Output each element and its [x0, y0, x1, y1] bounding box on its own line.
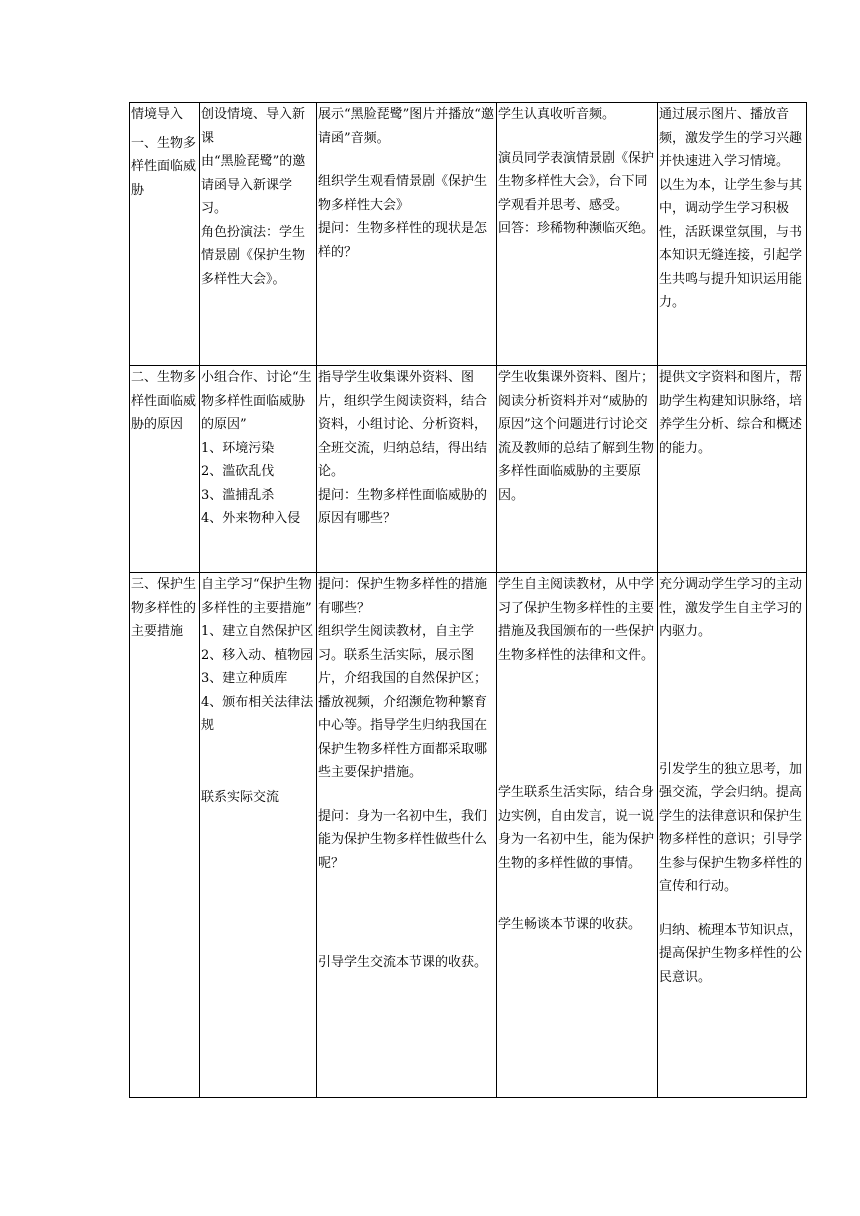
content-text: 2、滥砍乱伐 — [201, 464, 275, 479]
intent-text: 以生为本，让学生参与其中，调动学生学习积极性，活跃课堂氛围，与书本知识无缝连接，引起学生共鸣与提升知识运用能力。 — [659, 177, 803, 310]
teacher-text: 提问：身为一名初中生，我们能为保护生物多样性做些什么呢？ — [318, 808, 488, 871]
content-text: 小组合作、讨论“生物多样性面临威胁的原因” — [201, 370, 312, 432]
intent-text: 提供文字资料和图片，帮助学生构建知识脉络，培养学生分析、综合和概述的能力。 — [659, 370, 803, 456]
teacher-text: 提问：生物多样性的现状是怎样的？ — [318, 221, 488, 260]
teacher-text: 提问：保护生物多样性的措施有哪些？ — [318, 577, 488, 616]
intent-text: 归纳、梳理本节知识点，提高保护生物多样性的公民意识。 — [659, 922, 803, 985]
intent-text: 引发学生的独立思考，加强交流，学会归纳。提高学生的法律意识和保护生物多样性的意识；引导学生参与保护生物多样性的宣传和行动。 — [659, 761, 803, 894]
content-text: 3、滥捕乱杀 — [201, 487, 275, 503]
student-text: 回答：珍稀物种濒临灭绝。 — [498, 221, 655, 236]
content-text: 由“黑脸琵鹭”的邀请函导入新课学习。 — [201, 154, 306, 216]
stage-text: 一、生物多样性面临威胁 — [131, 135, 197, 198]
student-text: 演员同学表演情景剧《保护生物多样性大会》，台下同学观看并思考、感受。 — [498, 150, 655, 213]
content-text: 4、外来物种入侵 — [201, 511, 301, 526]
table-row — [130, 366, 807, 573]
student-text: 学生联系生活实际，结合身边实例，自由发言，说一说身为一名初中生，能为保护生物的多样性做的事情。 — [498, 785, 655, 871]
content-text: 3、建立种质库 — [201, 671, 288, 686]
intent-cell — [658, 573, 807, 1098]
lesson-plan-table — [129, 102, 807, 1098]
teacher-text: 组织学生观看情景剧《保护生物多样性大会》 — [318, 174, 488, 213]
stage-text: 情境导入 — [131, 107, 184, 122]
stage-cell — [130, 573, 200, 1098]
student-cell — [497, 573, 658, 1098]
teacher-text: 提问：生物多样性面临威胁的原因有哪些？ — [318, 487, 488, 526]
stage-cell — [130, 366, 200, 573]
content-text: 角色扮演法：学生情景剧《保护生物多样性大会》。 — [201, 224, 306, 287]
content-text: 自主学习“保护生物多样性的主要措施” — [201, 577, 312, 616]
student-cell — [497, 366, 658, 573]
stage-cell — [130, 103, 200, 366]
student-text: 学生认真收听音频。 — [498, 107, 616, 122]
student-text: 学生畅谈本节课的收获。 — [498, 917, 642, 932]
teacher-cell — [317, 103, 497, 366]
teacher-cell — [317, 573, 497, 1098]
stage-text: 三、保护生物多样性的主要措施 — [131, 577, 197, 639]
content-text: 2、移入动、植物园 — [201, 647, 314, 663]
table-row — [130, 573, 807, 1098]
intent-text: 充分调动学生学习的主动性，激发学生自主学习的内驱力。 — [659, 577, 803, 639]
content-cell — [200, 366, 317, 573]
content-text: 创设情境、导入新课 — [201, 107, 306, 146]
student-text: 学生收集课外资料、图片；阅读分析资料并对“威胁的原因”这个问题进行讨论交流及教师的总结了解到生物多样性面临威胁的主要原因。 — [498, 370, 655, 503]
teacher-cell — [317, 366, 497, 573]
teacher-text: 引导学生交流本节课的收获。 — [318, 955, 488, 970]
content-cell — [200, 573, 317, 1098]
stage-text: 二、生物多样性面临威胁的原因 — [131, 370, 197, 432]
intent-text: 通过展示图片、播放音频，激发学生的学习兴趣并快速进入学习情境。 — [659, 107, 803, 169]
content-text: 4、颁布相关法律法规 — [201, 694, 314, 733]
intent-cell — [658, 103, 807, 366]
intent-cell — [658, 366, 807, 573]
teacher-text: 展示“黑脸琵鹭”图片并播放“邀请函”音频。 — [318, 107, 494, 146]
student-cell — [497, 103, 658, 366]
content-text: 联系实际交流 — [201, 789, 280, 805]
student-text: 学生自主阅读教材，从中学习了保护生物多样性的主要措施及我国颁布的一些保护生物多样性的法律和文件。 — [498, 577, 655, 663]
teacher-text: 指导学生收集课外资料、图片，组织学生阅读资料，结合资料，小组讨论、分析资料，全班交流，归纳总结，得出结论。 — [318, 370, 488, 479]
table-row — [130, 103, 807, 366]
content-text: 1、建立自然保护区 — [201, 624, 314, 639]
teacher-text: 组织学生阅读教材，自主学习。联系生活实际，展示图片，介绍我国的自然保护区；播放视频，介绍濒危物种繁育中心等。指导学生归纳我国在保护生物多样性方面都采取哪些主要保护措施。 — [318, 624, 488, 780]
content-text: 1、环境污染 — [201, 440, 275, 456]
content-cell — [200, 103, 317, 366]
